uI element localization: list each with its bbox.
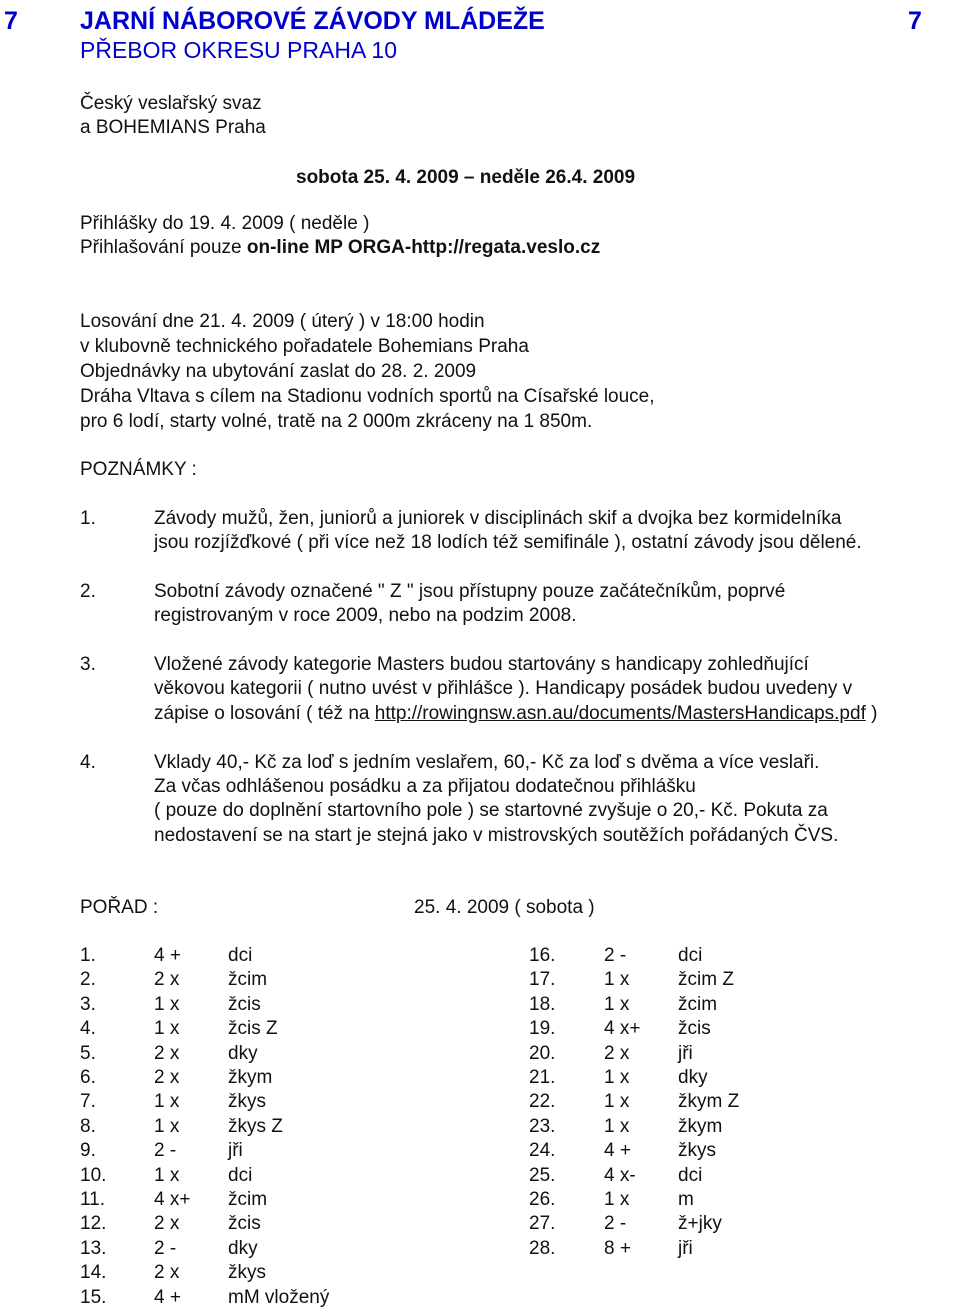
race-number: 25.	[529, 1164, 556, 1186]
note-line: ( pouze do doplnění startovního pole ) se startovné zvyšuje o 20,- Kč. Pokuta za	[154, 800, 828, 821]
note-line: Vklady 40,- Kč za loď s jedním veslařem, 60,- Kč za loď s dvěma a více veslaři.	[154, 752, 820, 773]
race-number: 2.	[80, 969, 96, 991]
race-number: 4.	[80, 1018, 96, 1040]
race-number: 23.	[529, 1115, 556, 1137]
boat-class: 2 -	[604, 1213, 627, 1235]
race-category: dci	[678, 945, 703, 966]
race-category: dky	[228, 1042, 258, 1064]
boat-class: 1 x	[154, 1091, 180, 1113]
race-category: žcis	[228, 993, 261, 1015]
schedule-date: 25. 4. 2009 ( sobota )	[414, 897, 595, 918]
registration-online-prefix: Přihlašování pouze	[80, 237, 247, 258]
race-number: 8.	[80, 1115, 96, 1137]
boat-class: 2 x	[154, 1067, 180, 1088]
race-number: 7.	[80, 1091, 96, 1113]
race-category: žcim Z	[678, 969, 734, 991]
boat-class: 2 -	[154, 1237, 177, 1259]
boat-class: 2 x	[154, 1262, 180, 1284]
page-subtitle: PŘEBOR OKRESU PRAHA 10	[80, 37, 397, 63]
boat-class: 1 x	[604, 969, 630, 991]
race-category: ž+jky	[678, 1213, 722, 1235]
notes-heading: POZNÁMKY :	[80, 459, 197, 480]
organizer-line-1: Český veslařský svaz	[80, 93, 262, 114]
race-number: 1.	[80, 945, 96, 966]
race-number: 19.	[529, 1018, 556, 1040]
race-category: žcim	[228, 969, 268, 991]
registration-online	[80, 236, 600, 260]
race-number: 14.	[80, 1262, 107, 1284]
race-category: žkys	[228, 1262, 266, 1284]
note-line-with-link	[154, 702, 877, 726]
race-number: 22.	[529, 1091, 556, 1113]
registration-deadline: Přihlášky do 19. 4. 2009 ( neděle )	[80, 213, 370, 234]
boat-class: 1 x	[154, 1115, 180, 1137]
boat-class: 2 -	[604, 945, 627, 966]
race-number: 5.	[80, 1042, 96, 1064]
schedule-heading: POŘAD :	[80, 897, 159, 918]
race-category: m	[678, 1189, 694, 1210]
race-number: 6.	[80, 1067, 96, 1088]
boat-class: 1 x	[604, 1091, 630, 1113]
note-line: nedostavení se na start je stejná jako v mistrovských soutěžích pořádaných ČVS.	[154, 825, 839, 846]
boat-class: 4 x-	[604, 1164, 636, 1186]
note-line-suffix: )	[865, 703, 878, 724]
race-category: žcim	[678, 993, 718, 1015]
race-number: 17.	[529, 969, 556, 991]
race-number: 16.	[529, 945, 556, 966]
race-number: 13.	[80, 1237, 107, 1259]
race-number: 27.	[529, 1213, 556, 1235]
boat-class: 1 x	[154, 993, 180, 1015]
race-category: dci	[228, 945, 253, 966]
race-number: 10.	[80, 1164, 107, 1186]
boat-class: 1 x	[604, 1115, 630, 1137]
note-line: věkovou kategorii ( nutno uvést v přihlášce ). Handicapy posádek budou uvedeny v	[154, 678, 853, 699]
note-number: 4.	[80, 752, 96, 773]
boat-class: 4 x+	[154, 1189, 191, 1210]
registration-online-url: on-line MP ORGA-http://regata.veslo.cz	[246, 237, 601, 258]
race-number: 15.	[80, 1286, 107, 1308]
race-number: 26.	[529, 1189, 556, 1210]
note-line: jsou rozjížďkové ( při více než 18 lodích též semifinále ), ostatní závody jsou dělené.	[154, 532, 862, 553]
race-number: 3.	[80, 993, 96, 1015]
boat-class: 4 +	[154, 1286, 181, 1308]
note-line: Vložené závody kategorie Masters budou startovány s handicapy zohledňující	[154, 654, 809, 675]
course-details: pro 6 lodí, starty volné, tratě na 2 000m zkráceny na 1 850m.	[80, 411, 593, 432]
organizer-line-2: a BOHEMIANS Praha	[80, 117, 266, 138]
accommodation-note: Objednávky na ubytování zaslat do 28. 2. 2009	[80, 361, 477, 382]
race-category: žkym	[228, 1067, 273, 1088]
note-line: Sobotní závody označené " Z " jsou přístupny pouze začátečníkům, poprvé	[154, 581, 786, 602]
masters-handicaps-link[interactable]: http://rowingnsw.asn.au/documents/MastersHandicaps.pdf	[374, 703, 866, 724]
draw-date: Losování dne 21. 4. 2009 ( úterý ) v 18:00 hodin	[80, 311, 485, 332]
race-number: 21.	[529, 1067, 556, 1088]
note-line: Za včas odhlášenou posádku a za přijatou dodatečnou přihlášku	[154, 776, 696, 797]
race-category: jři	[678, 1042, 693, 1064]
note-number: 1.	[80, 508, 96, 529]
boat-class: 4 +	[154, 945, 181, 966]
event-dates: sobota 25. 4. 2009 – neděle 26.4. 2009	[296, 167, 636, 188]
boat-class: 1 x	[154, 1018, 180, 1040]
race-category: žkys Z	[228, 1115, 283, 1137]
race-category: žkym Z	[678, 1091, 740, 1113]
note-number: 3.	[80, 654, 96, 675]
race-number: 24.	[529, 1140, 556, 1162]
race-category: žkys	[678, 1140, 716, 1162]
note-line-prefix: zápise o losování ( též na	[154, 703, 375, 724]
boat-class: 2 x	[154, 969, 180, 991]
page-number-right: 7	[908, 7, 922, 35]
race-category: žkys	[228, 1091, 266, 1113]
page-title: JARNÍ NÁBOROVÉ ZÁVODY MLÁDEŽE	[80, 7, 545, 35]
race-number: 28.	[529, 1237, 556, 1259]
race-number: 20.	[529, 1042, 556, 1064]
boat-class: 1 x	[604, 1189, 630, 1210]
note-line: registrovaným v roce 2009, nebo na podzim 2008.	[154, 605, 577, 626]
boat-class: 2 -	[154, 1140, 177, 1162]
page-number-left: 7	[4, 7, 18, 35]
race-category: žcis	[228, 1213, 261, 1235]
race-number: 12.	[80, 1213, 107, 1235]
boat-class: 4 x+	[604, 1018, 641, 1040]
note-line: Závody mužů, žen, juniorů a juniorek v disciplinách skif a dvojka bez kormidelníka	[154, 508, 842, 529]
race-number: 18.	[529, 993, 556, 1015]
boat-class: 1 x	[604, 993, 630, 1015]
race-number: 9.	[80, 1140, 96, 1162]
race-category: jři	[678, 1237, 693, 1259]
race-category: žcim	[228, 1189, 268, 1210]
race-category: dky	[228, 1237, 258, 1259]
boat-class: 4 +	[604, 1140, 631, 1162]
boat-class: 8 +	[604, 1237, 631, 1259]
boat-class: 1 x	[604, 1067, 630, 1088]
race-number: 11.	[80, 1189, 106, 1210]
race-category: žcis Z	[228, 1018, 278, 1040]
race-category: dci	[678, 1164, 703, 1186]
race-category: dky	[678, 1067, 708, 1088]
race-category: dci	[228, 1164, 253, 1186]
boat-class: 2 x	[604, 1042, 630, 1064]
draw-location: v klubovně technického pořadatele Bohemians Praha	[80, 336, 529, 357]
race-category: mM vložený	[228, 1286, 330, 1308]
boat-class: 1 x	[154, 1164, 180, 1186]
boat-class: 2 x	[154, 1042, 180, 1064]
note-number: 2.	[80, 581, 96, 602]
course-info: Dráha Vltava s cílem na Stadionu vodních sportů na Císařské louce,	[80, 386, 655, 407]
race-category: žkym	[678, 1115, 723, 1137]
boat-class: 2 x	[154, 1213, 180, 1235]
race-category: jři	[228, 1140, 243, 1162]
race-category: žcis	[678, 1018, 711, 1040]
